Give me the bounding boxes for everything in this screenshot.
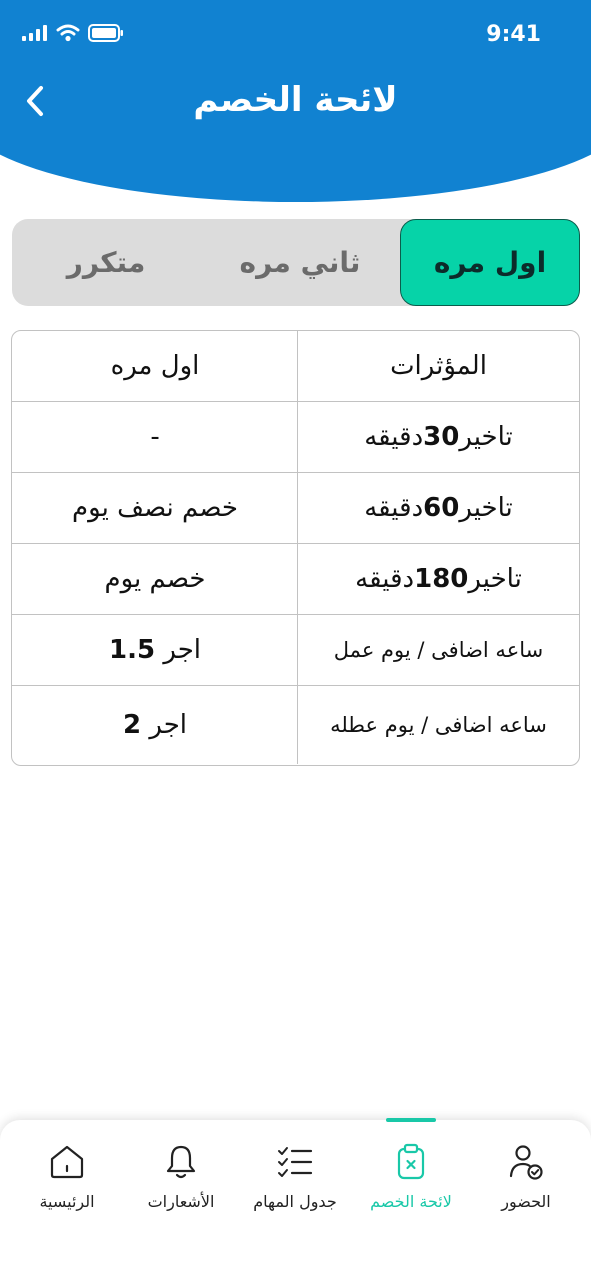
value-cell: خصم يوم (104, 564, 206, 594)
user-check-icon (504, 1140, 548, 1184)
indicator-unit: دقيقه (364, 493, 424, 523)
indicator-unit: دقيقه (355, 564, 415, 594)
indicator-cell (297, 402, 579, 472)
nav-label: الأشعارات (147, 1192, 215, 1211)
nav-label: الحضور (501, 1192, 551, 1211)
value-cell: - (150, 422, 160, 452)
clipboard-x-icon (389, 1140, 433, 1184)
nav-label: لائحة الخصم (370, 1192, 452, 1211)
nav-label: جدول المهام (253, 1192, 337, 1211)
indicator-number: 60 (423, 493, 460, 523)
active-tab-indicator (386, 1118, 436, 1122)
nav-deduction-list[interactable] (352, 1140, 470, 1211)
home-icon (45, 1140, 89, 1184)
deduction-table (11, 330, 580, 766)
signal-icon (22, 25, 48, 41)
tabs-segmented-control (12, 219, 580, 306)
bottom-navigation (0, 1120, 591, 1280)
indicator-text: تاخير (459, 422, 513, 452)
tab-second-time[interactable]: ثاني مره (239, 246, 361, 279)
status-time: 9:41 (486, 22, 541, 47)
indicator-cell: ساعه اضافى / يوم عمل (297, 615, 579, 685)
nav-task-schedule[interactable] (236, 1140, 354, 1211)
table-row (12, 473, 579, 544)
battery-icon (88, 24, 124, 42)
indicator-number: 30 (423, 422, 460, 452)
nav-label: الرئيسية (39, 1192, 95, 1211)
header-indicators: المؤثرات (297, 331, 579, 401)
page-title: لائحة الخصم (193, 80, 398, 120)
bell-icon (159, 1140, 203, 1184)
indicator-cell (297, 473, 579, 543)
indicator-text: تاخير (459, 493, 513, 523)
indicator-cell (297, 544, 579, 614)
wifi-icon (56, 24, 80, 42)
checklist-icon (273, 1140, 317, 1184)
indicator-cell: ساعه اضافى / يوم عطله (297, 686, 579, 764)
indicator-unit: دقيقه (364, 422, 424, 452)
tab-first-time[interactable]: اول مره (400, 219, 580, 306)
value-unit: اجر (163, 635, 201, 665)
indicator-text: تاخير (468, 564, 522, 594)
table-header-row (12, 331, 579, 402)
table-row (12, 402, 579, 473)
nav-attendance[interactable] (467, 1140, 585, 1211)
header-first-time: اول مره (110, 351, 200, 381)
tab-repeated[interactable]: متكرر (66, 246, 146, 279)
value-cell (13, 686, 297, 764)
value-unit: اجر (149, 710, 188, 740)
value-cell: خصم نصف يوم (72, 493, 238, 523)
table-row (12, 686, 579, 764)
nav-notifications[interactable] (122, 1140, 240, 1211)
nav-home[interactable] (8, 1140, 126, 1211)
value-number: 1.5 (109, 635, 156, 665)
table-row (12, 544, 579, 615)
indicator-number: 180 (414, 564, 469, 594)
value-cell (13, 615, 297, 685)
status-icons (22, 24, 124, 42)
value-number: 2 (123, 710, 142, 740)
table-row (12, 615, 579, 686)
